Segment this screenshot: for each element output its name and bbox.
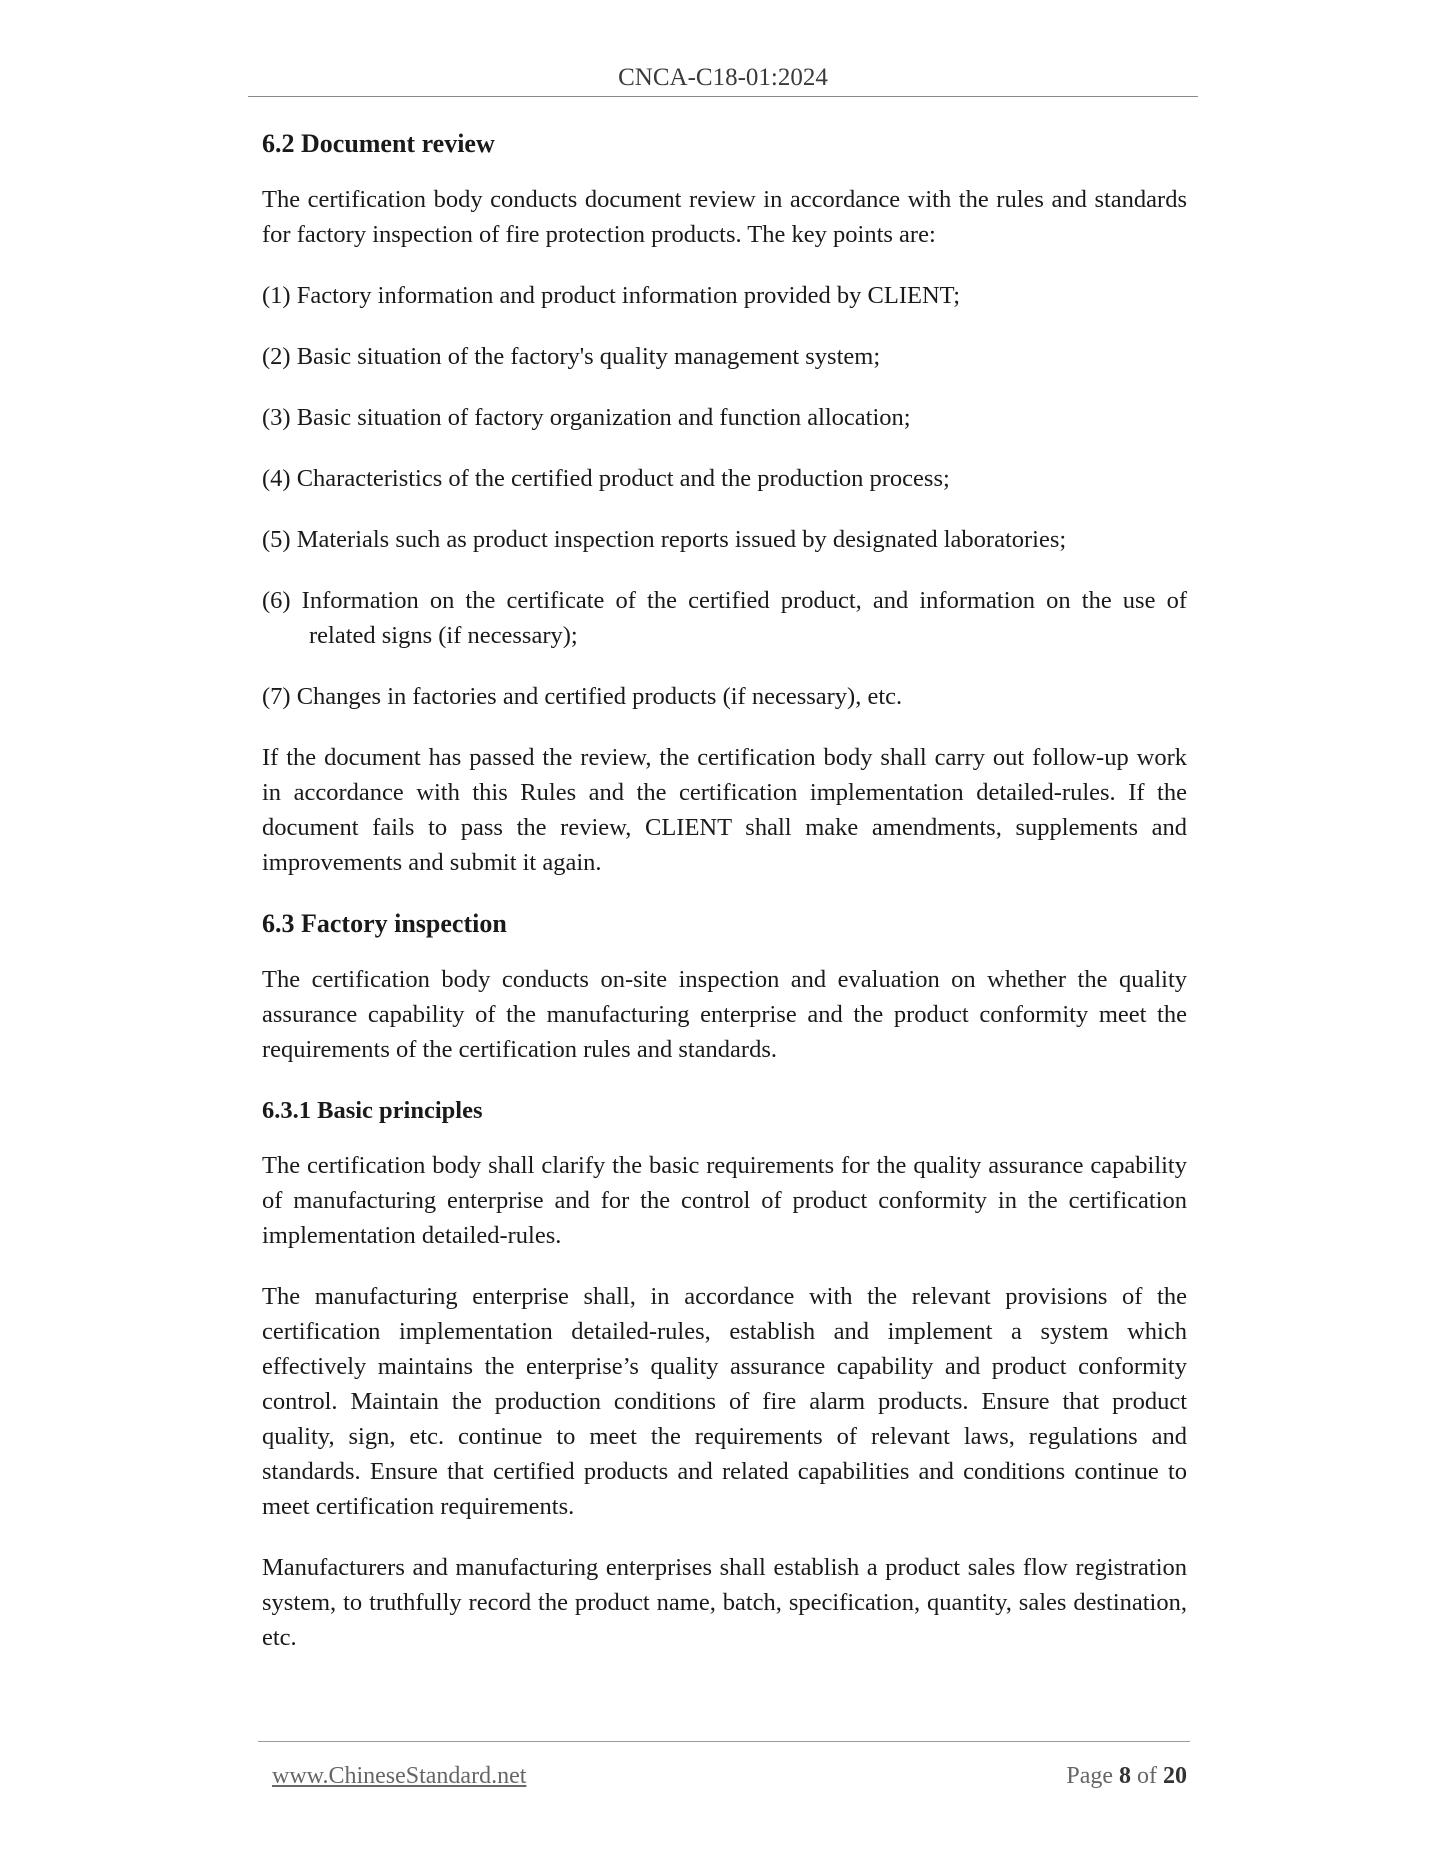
basic-principles-paragraph-2: The manufacturing enterprise shall, in accordance with the relevant provisions of the certification implementation detailed-rules, establish and implement a system which effectively maintains the enterprise’s quality assurance capability and product conformity control. Maintain the production conditions of fire alarm products. Ensure that product quality, sign, etc. continue to meet the requirements of relevant laws, regulations and standards. Ensure that certified products and related capabilities and conditions continue to meet certification requirements. — [262, 1283, 1187, 1520]
page-total: 20 — [1163, 1763, 1187, 1789]
page-current: 8 — [1119, 1763, 1131, 1789]
review-point-1: (1) Factory information and product information provided by CLIENT; — [262, 282, 961, 309]
section-6-3-1-title: 6.3.1 Basic principles — [262, 1097, 483, 1124]
review-point-3: (3) Basic situation of factory organization and function allocation; — [262, 404, 911, 431]
basic-principles-paragraph-1: The certification body shall clarify the basic requirements for the quality assurance capability of manufacturing enterprise and for the control of product conformity in the certification implementation detailed-rules. — [262, 1152, 1187, 1249]
review-point-4: (4) Characteristics of the certified product and the production process; — [262, 465, 950, 492]
section-6-2-intro: The certification body conducts document review in accordance with the rules and standards for factory inspection of fire protection products. The key points are: — [262, 186, 1187, 248]
document-code-header: CNCA-C18-01:2024 — [618, 64, 828, 91]
section-6-2-closing: If the document has passed the review, the certification body shall carry out follow-up work in accordance with this Rules and the certification implementation detailed-rules. If the document fails to pass the review, CLIENT shall make amendments, supplements and improvements and submit it again. — [262, 744, 1187, 876]
page-content — [262, 126, 1187, 1681]
header-divider — [248, 96, 1198, 97]
review-point-7: (7) Changes in factories and certified products (if necessary), etc. — [262, 683, 903, 710]
basic-principles-paragraph-3: Manufacturers and manufacturing enterprises shall establish a product sales flow registration system, to truthfully record the product name, batch, specification, quantity, sales destination, etc. — [262, 1554, 1187, 1651]
review-point-5: (5) Materials such as product inspection reports issued by designated laboratories; — [262, 526, 1067, 553]
page-number — [1066, 1763, 1187, 1790]
review-point-6: (6) Information on the certificate of the certified product, and information on the use of related signs (if necessary); — [262, 587, 1187, 649]
section-6-3-title: 6.3 Factory inspection — [262, 909, 507, 938]
website-link[interactable]: www.ChineseStandard.net — [272, 1763, 527, 1789]
section-6-3-intro: The certification body conducts on-site inspection and evaluation on whether the quality assurance capability of the manufacturing enterprise and the product conformity meet the requirements of the certification rules and standards. — [262, 966, 1187, 1063]
page-of-label: of — [1137, 1763, 1157, 1789]
footer-divider — [258, 1741, 1190, 1742]
page-label: Page — [1066, 1763, 1113, 1789]
review-point-2: (2) Basic situation of the factory's quality management system; — [262, 343, 881, 370]
section-6-2-title: 6.2 Document review — [262, 129, 495, 158]
